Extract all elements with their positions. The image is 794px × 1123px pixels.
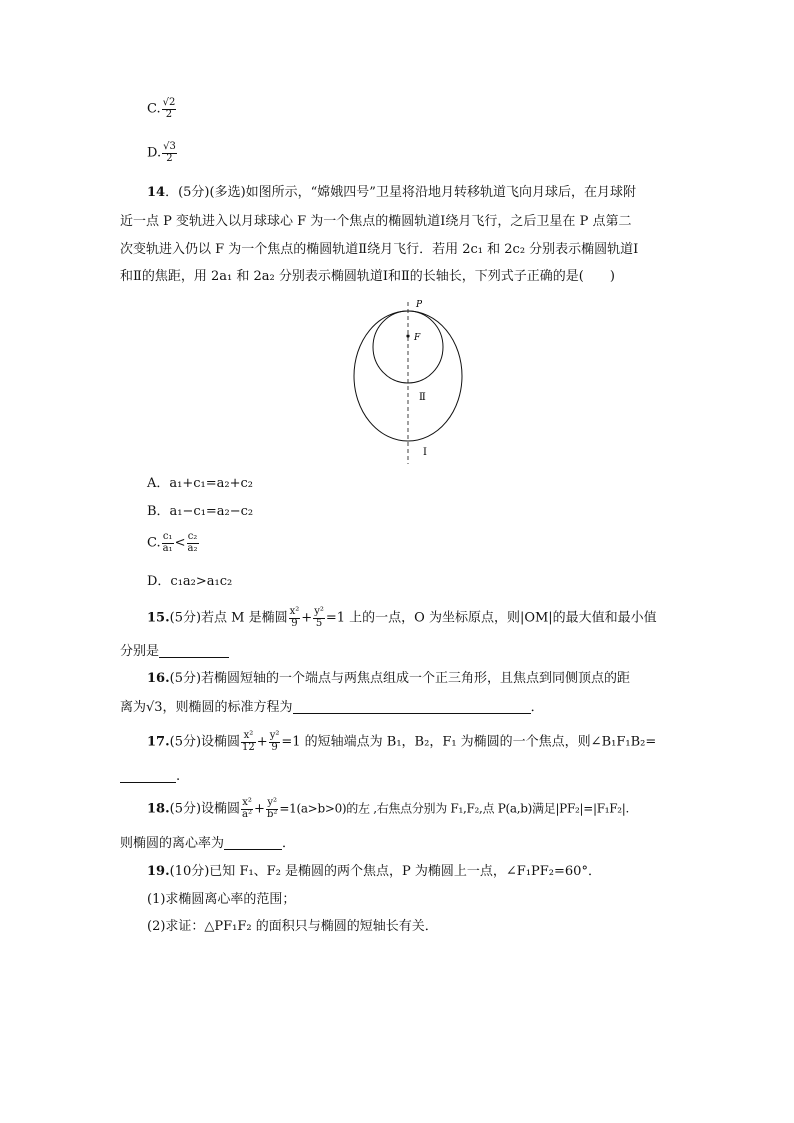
q17-line-1 [147,731,656,753]
fraction-c1-a1 [162,532,174,554]
q16-line-2: 离为√3，则椭圆的标准方程为 ． [120,700,544,715]
fraction-denominator: b² [266,808,278,820]
fraction-x2-9 [289,607,301,629]
option-label: D. [147,145,162,161]
fraction-x2-a2 [241,798,253,820]
fraction-numerator: y² [269,730,280,741]
question-number: 16. [147,671,170,686]
q14-line-2: 近一点 P 变轨进入以月球球心 F 为一个焦点的椭圆轨道Ⅰ绕月飞行，之后卫星在 P 点第二 [120,214,632,229]
plus-sign: + [254,801,265,817]
fraction-denominator: 2 [166,152,173,164]
q19-part-1: (1)求椭圆离心率的范围； [147,892,296,907]
fraction-numerator: y² [314,606,324,617]
answer-blank[interactable] [224,837,282,850]
fraction-y2-b2 [266,798,278,820]
question-text: 离为√3，则椭圆的标准方程为 [120,700,293,715]
fraction-numerator: √3 [163,141,176,152]
question-text: 分别是 [120,644,160,659]
question-number: 14 [147,185,166,200]
answer-blank[interactable] [159,645,229,658]
q14-line-3: 次变轨进入仍以 F 为一个焦点的椭圆轨道Ⅱ绕月飞行．若用 2c₁ 和 2c₂ 分别表示椭圆轨道Ⅰ [120,242,639,257]
q19-line-1 [147,865,601,878]
fraction-numerator: x² [242,797,252,808]
fraction-numerator: x² [289,606,300,617]
question-text: =1 上的一点，O 为坐标原点，则|OM|的最大值和最小值 [325,610,657,626]
q16-line-1 [147,672,630,685]
fraction-y2-9 [269,731,281,753]
fraction-denominator: a₁ [162,542,173,554]
answer-blank[interactable] [120,770,176,783]
question-text: =1(a>b>0)的左 ,右焦点分别为 F₁,F₂,点 P(a,b)满足|PF₂|=|F₁F₂|. [279,801,630,816]
question-number: 17. [147,734,170,750]
q14-line-4: 和Ⅱ的焦距，用 2a₁ 和 2a₂ 分别表示椭圆轨道Ⅰ和Ⅱ的长轴长，下列式子正确的是( ) [120,269,615,284]
fraction-numerator: √2 [162,97,176,108]
option-label: C. [147,101,161,117]
q15-line-2 [120,645,229,658]
label-f: F [414,333,421,343]
fraction-denominator: a² [242,808,253,820]
q18-line-2: 则椭圆的离心率为 ． [120,836,296,851]
question-text: (10分)已知 F₁、F₂ 是椭圆的两个焦点，P 为椭圆上一点，∠F₁PF₂=60°． [169,864,601,879]
question-text: (5分)设椭圆 [169,801,241,817]
fraction-c2-a2 [187,532,199,554]
focus-point [406,334,409,337]
fraction-numerator: c₁ [162,531,173,542]
q17-line-2: . [120,770,180,783]
label-p: P [416,300,423,310]
fraction-denominator: 2 [165,108,173,120]
option-c-fraction [162,98,177,120]
fraction-numerator: x² [241,731,256,743]
fraction-denominator: 9 [291,617,298,629]
less-than-sign: < [174,535,186,551]
q14-option-b: B．a₁−c₁=a₂−c₂ [147,504,254,519]
question-text: (5分)设椭圆 [169,734,241,750]
plus-sign: + [301,610,313,626]
question-text: (5分)若点 M 是椭圆 [169,610,288,626]
question-text: 则椭圆的离心率为 [120,836,225,851]
option-d-prev [147,142,178,164]
q18-line-1 [147,798,629,820]
question-text: (5分)若椭圆短轴的一个端点与两焦点组成一个正三角形，且焦点到同侧顶点的距 [169,671,631,686]
q14-option-d: D．c₁a₂>a₁c₂ [147,574,233,589]
fraction-denominator: 5 [315,617,323,629]
question-number: 18. [147,801,170,817]
question-number: 19. [147,864,170,879]
label-i: Ⅰ [423,447,427,458]
fraction-denominator: 9 [271,741,278,753]
label-ii: Ⅱ [419,392,426,403]
q14-line-1 [147,186,636,199]
orbit-figure [350,292,480,470]
question-text: ．(5分)(多选)如图所示，“嫦娥四号”卫星将沿地月转移轨道飞向月球后，在月球附 [165,185,636,200]
fraction-denominator: a₂ [187,542,198,554]
option-d-fraction [162,142,177,164]
q15-line-1 [147,607,657,629]
answer-blank[interactable] [293,701,531,714]
question-text: =1 的短轴端点为 B₁，B₂，F₁ 为椭圆的一个焦点，则∠B₁F₁B₂= [281,734,657,750]
plus-sign: + [256,734,268,750]
q14-option-c [147,532,200,554]
fraction-y2-5 [313,607,325,629]
q19-part-2: (2)求证：△PF₁F₂ 的面积只与椭圆的短轴长有关． [147,919,438,934]
fraction-x2-12 [241,731,256,753]
q14-option-a: A．a₁+c₁=a₂+c₂ [147,476,253,491]
fraction-numerator: c₂ [187,531,198,542]
fraction-numerator: y² [267,797,277,808]
question-number: 15. [147,610,170,626]
option-c-prev [147,98,177,120]
fraction-denominator: 12 [242,741,255,753]
option-label: C. [147,535,161,551]
